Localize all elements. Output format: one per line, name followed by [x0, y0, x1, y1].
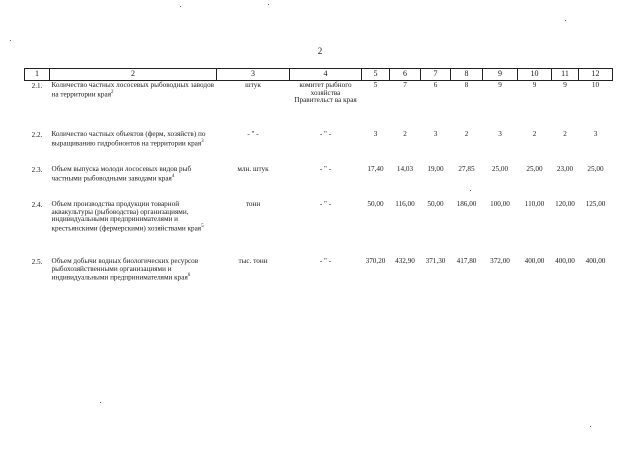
- row-unit: - " -: [247, 130, 259, 138]
- value-cell: 17,40: [367, 165, 384, 173]
- indicators-table: [24, 68, 613, 320]
- column-header: 4: [290, 69, 362, 81]
- scan-speck: [268, 4, 269, 5]
- row-number: 2.3.: [31, 166, 43, 174]
- value-cell: 120,00: [555, 200, 575, 208]
- row-number: 2.4.: [31, 201, 43, 209]
- table-header-row: [25, 69, 613, 81]
- column-header: 3: [217, 69, 290, 81]
- value-cell: 3: [433, 130, 438, 138]
- row-authority: - " -: [319, 165, 332, 173]
- row-description: Количество частных объектов (ферм, хозяйств) по выращиванию гидробионтов на территории края$^3$: [51, 130, 206, 147]
- row-unit: штук: [245, 81, 261, 89]
- table-row: [25, 81, 613, 131]
- value-cell: 50,00: [427, 200, 444, 208]
- value-cell: 27,85: [458, 165, 475, 173]
- value-cell: 9: [498, 81, 502, 89]
- footnote-mark: 5: [201, 223, 204, 229]
- row-unit: тыс. тонн: [238, 257, 268, 265]
- value-cell: 372,00: [490, 257, 510, 265]
- value-cell: 3: [498, 130, 502, 138]
- footnote-mark: 2: [111, 89, 114, 95]
- row-number: 2.2.: [31, 131, 43, 139]
- table-row: [25, 200, 613, 257]
- value-cell: 3: [593, 130, 598, 138]
- table-row: [25, 130, 613, 165]
- value-cell: 400,00: [585, 257, 606, 265]
- row-description: Количество частных лососевых рыбоводных заводов на территории края$^2$: [51, 81, 215, 98]
- value-cell: 100,00: [490, 200, 510, 208]
- value-cell: 2: [532, 130, 537, 138]
- column-header: 1: [25, 69, 50, 81]
- column-header: 8: [451, 69, 483, 81]
- row-description: Объем добычи водных биологических ресурсов рыбохозяйственными организациями и индивидуальными предпринимателями края$^6$: [51, 257, 199, 282]
- value-cell: 25,00: [491, 165, 509, 173]
- row-authority: - " -: [319, 257, 332, 265]
- column-header: 5: [362, 69, 390, 81]
- row-authority: - " -: [319, 130, 332, 138]
- row-description: Объем выпуска молоди лососевых видов рыб частными рыбоводными заводами края$^4$: [51, 165, 192, 182]
- value-cell: 400,00: [524, 257, 545, 265]
- column-header: 10: [518, 69, 552, 81]
- scan-speck: [100, 402, 101, 403]
- row-authority: комитет рыбного хозяйства Правительст ва края: [294, 81, 357, 105]
- value-cell: 3: [373, 130, 378, 138]
- value-cell: 25,00: [526, 165, 543, 173]
- row-description: Объем производства продукции товарной аквакультуры (рыбоводства) организациями, индивидуальными предпринимателями и крестьянскими (фермерскими) хозяйствами края$^5$: [51, 200, 204, 233]
- value-cell: 370,20: [365, 257, 386, 265]
- value-cell: 19,00: [427, 165, 444, 173]
- value-cell: 400,00: [555, 257, 575, 265]
- row-number: 2.1.: [31, 82, 43, 90]
- value-cell: 110,00: [524, 200, 545, 208]
- table-row: [25, 165, 613, 200]
- value-cell: 2: [464, 130, 469, 138]
- column-header: 7: [421, 69, 451, 81]
- row-number: 2.5.: [31, 258, 43, 266]
- row-unit: тонн: [245, 200, 261, 208]
- row-unit: млн. штук: [237, 165, 269, 173]
- page-number: 2: [317, 46, 323, 56]
- value-cell: 417,80: [456, 257, 477, 265]
- value-cell: 371,30: [425, 257, 446, 265]
- value-cell: 186,00: [456, 200, 477, 208]
- value-cell: 432,90: [395, 257, 415, 265]
- value-cell: 14,03: [396, 165, 414, 173]
- value-cell: 10: [591, 81, 600, 89]
- column-header: 6: [390, 69, 421, 81]
- footnote-mark: 4: [171, 173, 175, 179]
- value-cell: 25,00: [587, 165, 604, 173]
- scan-speck: [10, 40, 11, 41]
- column-header: 11: [552, 69, 579, 81]
- value-cell: 23,00: [556, 165, 574, 173]
- scan-speck: [180, 6, 181, 7]
- column-header: 2: [50, 69, 217, 81]
- column-header: 9: [483, 69, 518, 81]
- value-cell: 2: [563, 130, 567, 138]
- value-cell: 50,00: [367, 200, 384, 208]
- row-authority: - " -: [319, 200, 332, 208]
- table-row: [25, 257, 613, 320]
- value-cell: 8: [464, 81, 469, 89]
- value-cell: 9: [563, 81, 567, 89]
- value-cell: 6: [433, 81, 438, 89]
- footnote-mark: 6: [187, 273, 191, 279]
- scan-speck: [470, 190, 471, 191]
- value-cell: 125,00: [585, 200, 606, 208]
- value-cell: 116,00: [395, 200, 415, 208]
- value-cell: 5: [373, 81, 378, 89]
- value-cell: 7: [403, 81, 407, 89]
- scan-speck: [590, 426, 591, 427]
- scan-speck: [565, 20, 566, 21]
- value-cell: 9: [532, 81, 537, 89]
- footnote-mark: 3: [201, 138, 204, 144]
- value-cell: 2: [403, 130, 407, 138]
- column-header: 12: [579, 69, 613, 81]
